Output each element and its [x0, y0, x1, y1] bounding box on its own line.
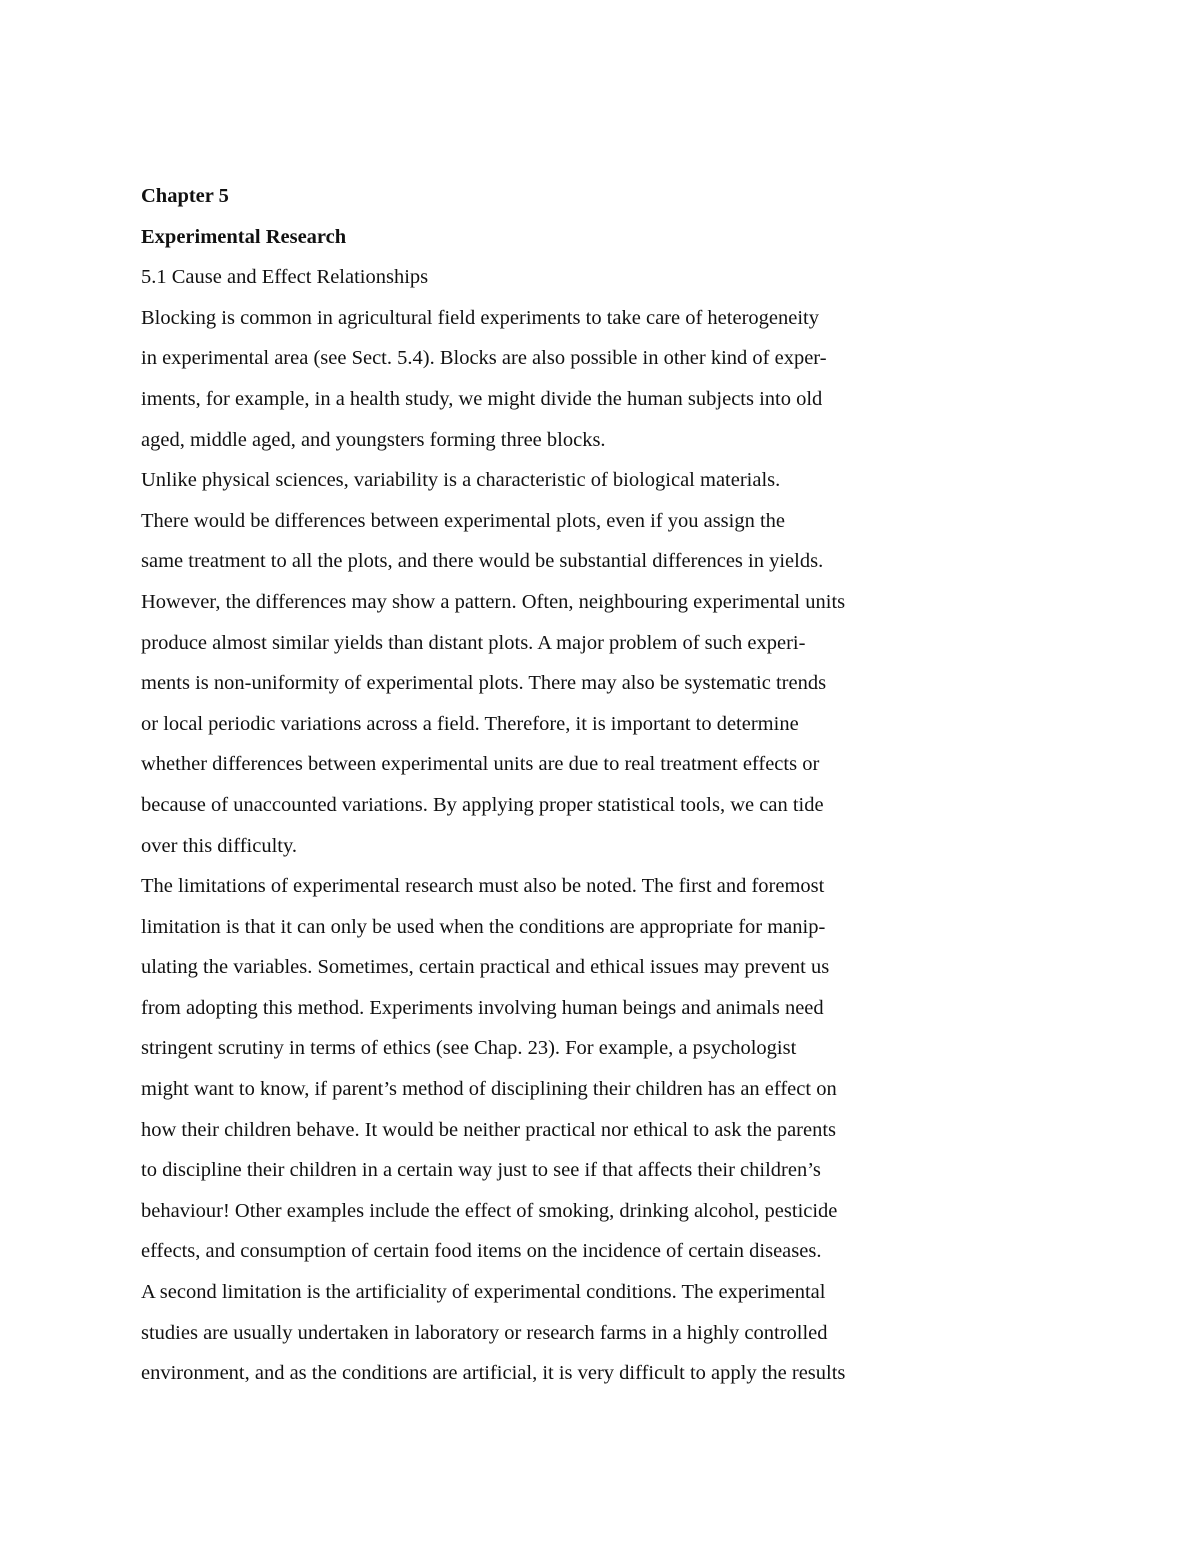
text-line: Unlike physical sciences, variability is a characteristic of biological materials.: [141, 469, 781, 492]
chapter-heading: Chapter 5: [141, 185, 229, 207]
text-line: ulating the variables. Sometimes, certain practical and ethical issues may prevent us: [141, 956, 830, 979]
text-line: might want to know, if parent’s method of disciplining their children has an effect on: [141, 1078, 837, 1101]
text-line: The limitations of experimental research must also be noted. The first and foremost: [141, 875, 825, 898]
text-line: to discipline their children in a certain way just to see if that affects their children’s: [141, 1159, 821, 1182]
text-line: behaviour! Other examples include the effect of smoking, drinking alcohol, pesticide: [141, 1199, 838, 1222]
document-body: [141, 176, 971, 1394]
text-line: A second limitation is the artificiality of experimental conditions. The experimental: [141, 1281, 826, 1304]
text-line: how their children behave. It would be neither practical nor ethical to ask the parents: [141, 1118, 837, 1141]
text-line: produce almost similar yields than distant plots. A major problem of such experi-: [141, 631, 806, 654]
text-line: whether differences between experimental units are due to real treatment effects or: [141, 753, 820, 776]
text-line: iments, for example, in a health study, we might divide the human subjects into old: [141, 387, 823, 410]
text-line: stringent scrutiny in terms of ethics (see Chap. 23). For example, a psychologist: [141, 1037, 797, 1060]
text-line: in experimental area (see Sect. 5.4). Blocks are also possible in other kind of exper-: [141, 347, 827, 370]
text-line: limitation is that it can only be used when the conditions are appropriate for manip-: [141, 915, 826, 938]
text-line: There would be differences between experimental plots, even if you assign the: [141, 509, 786, 532]
text-line: environment, and as the conditions are artificial, it is very difficult to apply the results: [141, 1362, 846, 1385]
text-line: from adopting this method. Experiments involving human beings and animals need: [141, 996, 824, 1019]
text-line: because of unaccounted variations. By applying proper statistical tools, we can tide: [141, 793, 824, 816]
chapter-title: Experimental Research: [141, 225, 347, 248]
text-line: However, the differences may show a pattern. Often, neighbouring experimental units: [141, 590, 846, 613]
text-line: same treatment to all the plots, and there would be substantial differences in yields.: [141, 550, 824, 573]
text-line: aged, middle aged, and youngsters forming three blocks.: [141, 428, 606, 451]
text-line: studies are usually undertaken in laboratory or research farms in a highly controlled: [141, 1321, 828, 1344]
section-heading: 5.1 Cause and Effect Relationships: [141, 266, 429, 289]
text-line: ments is non-uniformity of experimental plots. There may also be systematic trends: [141, 672, 827, 695]
text-line: effects, and consumption of certain food items on the incidence of certain diseases.: [141, 1240, 822, 1263]
text-line: or local periodic variations across a field. Therefore, it is important to determine: [141, 712, 799, 735]
text-line: over this difficulty.: [141, 834, 298, 857]
text-line: Blocking is common in agricultural field experiments to take care of heterogeneity: [141, 306, 819, 329]
